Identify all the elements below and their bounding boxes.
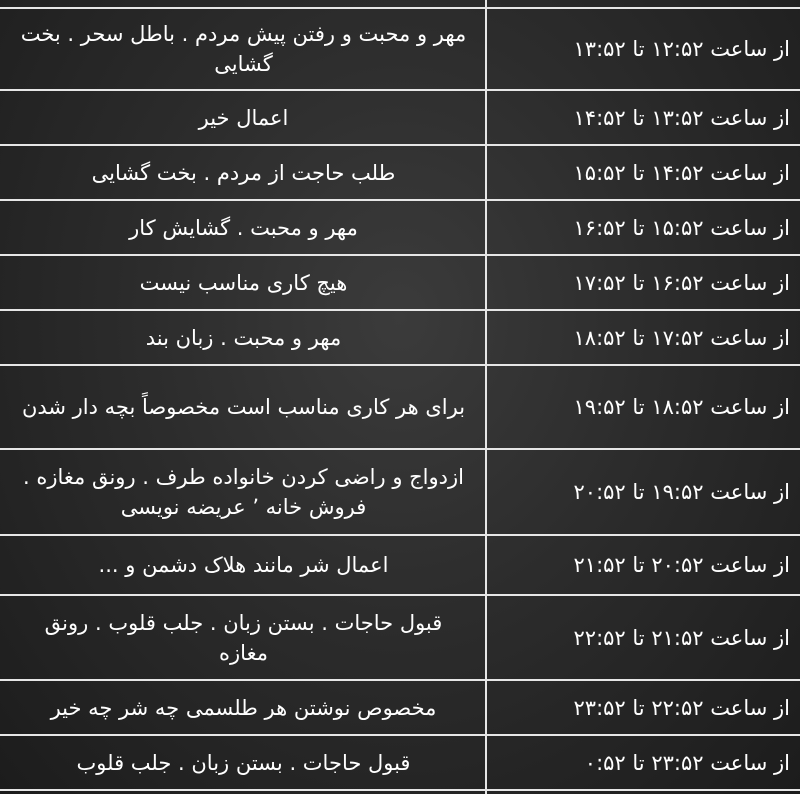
table-row (0, 9, 800, 89)
time-range: از ساعت ۲۲:۵۲ تا ۲۳:۵۲ (573, 695, 790, 720)
row-divider (0, 789, 800, 791)
activity-text: قبول حاجات . بستن زبان . جلب قلوب . رونق مغازه (44, 610, 443, 665)
activity-text: قبول حاجات . بستن زبان . جلب قلوب (76, 750, 411, 775)
time-range: از ساعت ۱۷:۵۲ تا ۱۸:۵۲ (573, 325, 790, 350)
time-range: از ساعت ۲۱:۵۲ تا ۲۲:۵۲ (573, 625, 790, 650)
time-range: از ساعت ۲۰:۵۲ تا ۲۱:۵۲ (573, 553, 790, 577)
activity-text: ازدواج و راضی کردن خانواده طرف . رونق مغازه . فروش خانه ٬ عریضه نویسی (23, 465, 464, 519)
table-row (0, 366, 800, 448)
table-row (0, 450, 800, 534)
activity-text: مخصوص نوشتن هر طلسمی چه شر چه خیر (50, 695, 437, 720)
activity-text: مهر و محبت و رفتن پیش مردم . باطل سحر . بخت گشایی (20, 22, 467, 76)
activity-text: هیچ کاری مناسب نیست (139, 270, 348, 295)
time-range: از ساعت ۲۳:۵۲ تا ۰:۵۲ (584, 750, 790, 775)
table-row (0, 91, 800, 144)
table-row (0, 146, 800, 199)
activity-text: مهر و محبت . گشایش کار (129, 215, 358, 240)
activity-text: برای هر کاری مناسب است مخصوصاً بچه دار شدن (21, 395, 466, 419)
table-row (0, 596, 800, 679)
table-row (0, 256, 800, 309)
table-row (0, 201, 800, 254)
time-range: از ساعت ۱۳:۵۲ تا ۱۴:۵۲ (573, 105, 790, 130)
table-row (0, 536, 800, 594)
activity-text: طلب حاجت از مردم . بخت گشایی (91, 160, 396, 185)
time-range: از ساعت ۱۶:۵۲ تا ۱۷:۵۲ (573, 270, 790, 295)
table-row (0, 311, 800, 364)
activity-text: اعمال خیر (198, 105, 289, 130)
activity-text: اعمال شر مانند هلاک دشمن و ... (98, 553, 389, 577)
time-range: از ساعت ۱۵:۵۲ تا ۱۶:۵۲ (573, 215, 790, 240)
time-range: از ساعت ۱۸:۵۲ تا ۱۹:۵۲ (573, 395, 790, 419)
time-range: از ساعت ۱۴:۵۲ تا ۱۵:۵۲ (573, 160, 790, 185)
table-row (0, 681, 800, 734)
time-range: از ساعت ۱۹:۵۲ تا ۲۰:۵۲ (573, 480, 790, 504)
time-range: از ساعت ۱۲:۵۲ تا ۱۳:۵۲ (573, 37, 790, 61)
table-row (0, 736, 800, 789)
activity-text: مهر و محبت . زبان بند (145, 325, 342, 350)
